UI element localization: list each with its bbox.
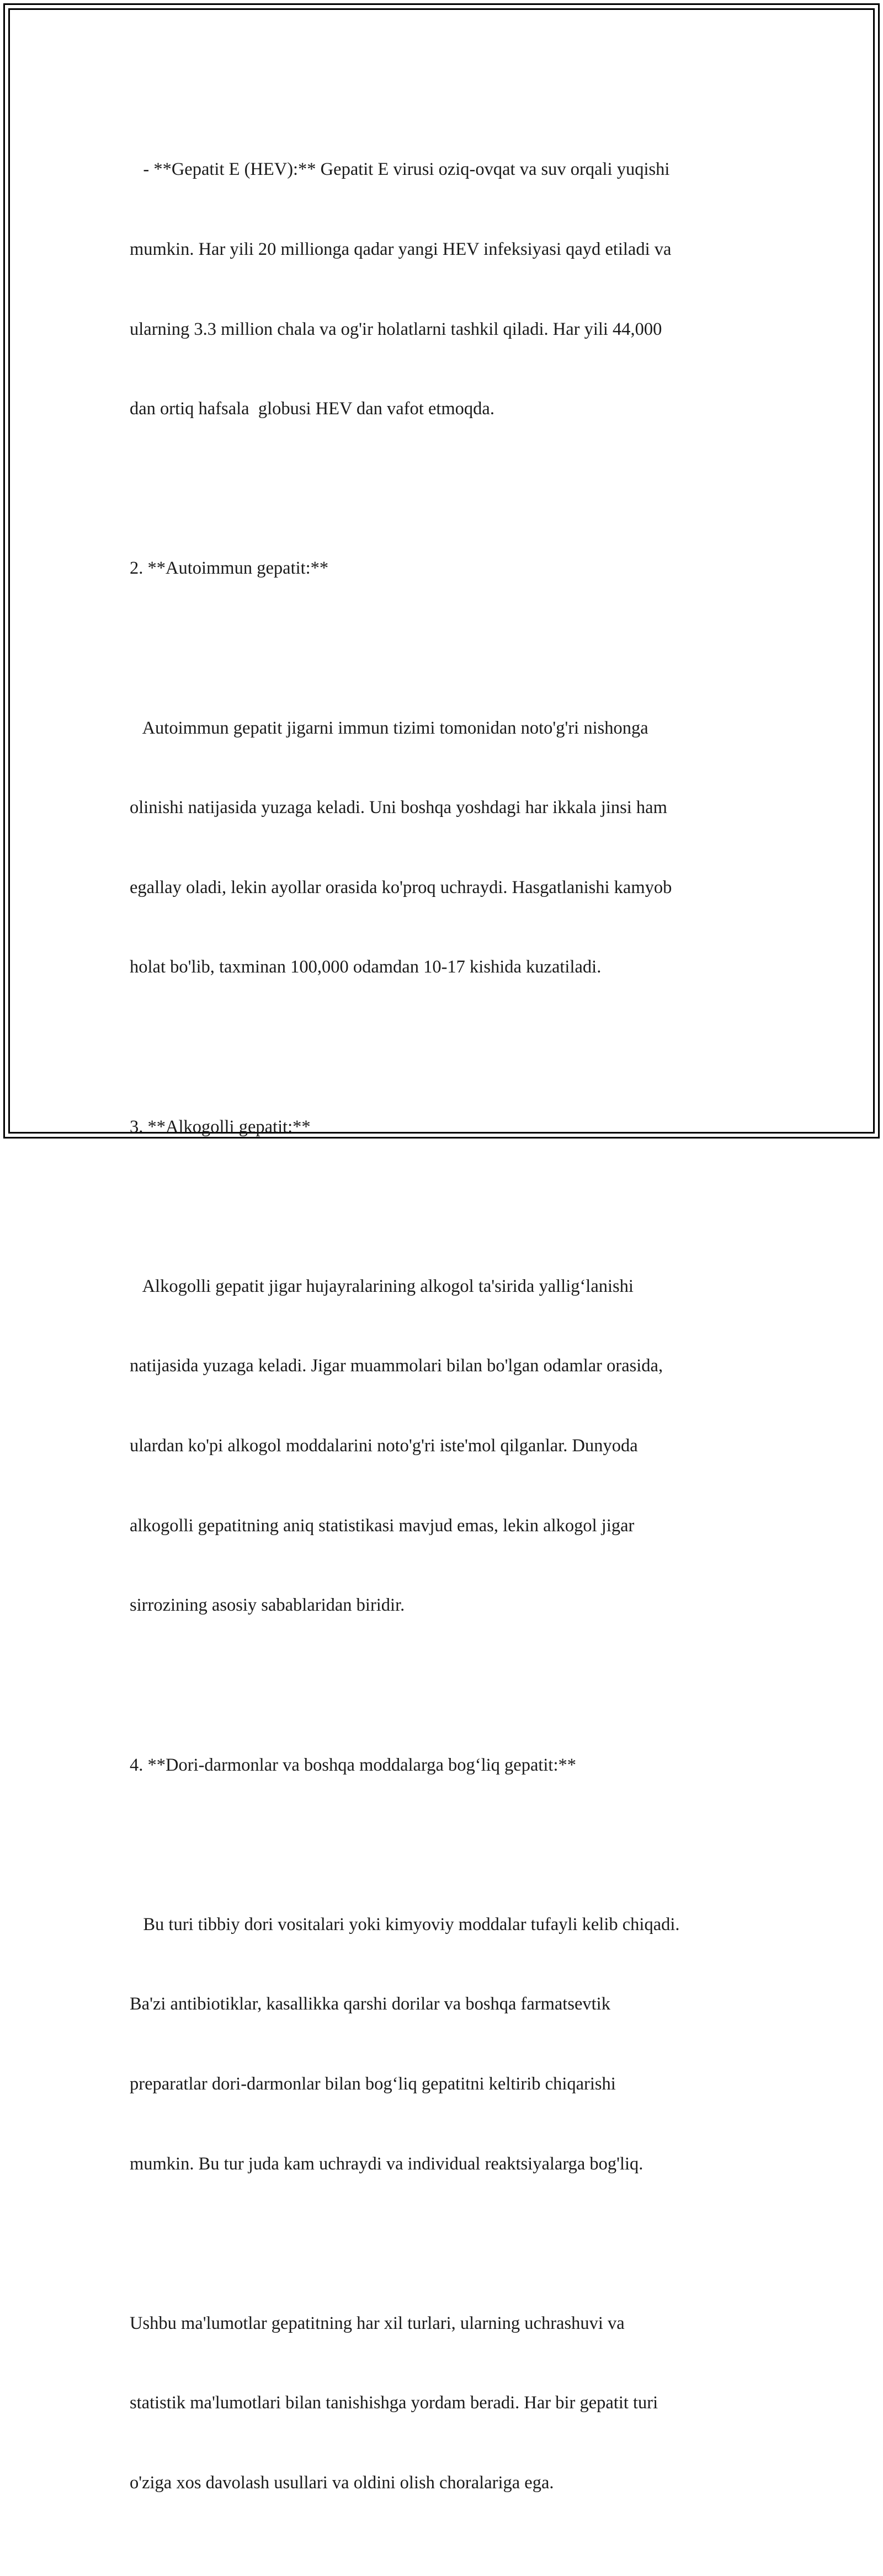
text-line: Autoimmun gepatit jigarni immun tizimi tomonidan noto'g'ri nishonga — [130, 718, 648, 738]
text-line: holat bo'lib, taxminan 100,000 odamdan 10-17 kishida kuzatiladi. — [130, 957, 602, 977]
text-line: statistik ma'lumotlari bilan tanishishga yordam beradi. Har bir gepatit turi — [130, 2393, 658, 2413]
heading-alcoholic-hepatitis — [130, 1060, 764, 1193]
text-line: mumkin. Bu tur juda kam uchraydi va individual reaktsiyalarga bog'liq. — [130, 2153, 643, 2174]
paragraph-drug-induced-hepatitis — [130, 1858, 764, 2230]
document-body — [130, 103, 764, 2576]
paragraph-autoimmune-hepatitis — [130, 661, 764, 1034]
text-line: Ushbu ma'lumotlar gepatitning har xil turlari, ularning uchrashuvi va — [130, 2313, 625, 2333]
text-line: 3. **Alkogolli gepatit:** — [130, 1116, 311, 1137]
paragraph-alcoholic-hepatitis — [130, 1220, 764, 1671]
text-line: preparatlar dori-darmonlar bilan bog‘liq gepatitni keltirib chiqarishi — [130, 2073, 616, 2094]
text-line: sirrozining asosiy sabablaridan biridir. — [130, 1595, 405, 1616]
text-line: - **Gepatit E (HEV):** Gepatit E virusi oziq-ovqat va suv orqali yuqishi — [130, 159, 670, 180]
paragraph-summary — [130, 2257, 764, 2549]
text-line: alkogolli gepatitning aniq statistikasi mavjud emas, lekin alkogol jigar — [130, 1515, 635, 1536]
paragraph-hepatitis-e — [130, 103, 764, 475]
text-line: 2. **Autoimmun gepatit:** — [130, 558, 329, 579]
text-line: ulardan ko'pi alkogol moddalarini noto'g'ri iste'mol qilganlar. Dunyoda — [130, 1436, 638, 1456]
text-line: dan ortiq hafsala globusi HEV dan vafot etmoqda. — [130, 399, 494, 419]
text-line: Alkogolli gepatit jigar hujayralarining alkogol ta'sirida yallig‘lanishi — [130, 1276, 634, 1296]
text-line: natijasida yuzaga keladi. Jigar muammolari bilan bo'lgan odamlar orasida, — [130, 1356, 663, 1376]
text-line: o'ziga xos davolash usullari va oldini olish choralariga ega. — [130, 2472, 554, 2493]
text-line: ularning 3.3 million chala va og'ir holatlarni tashkil qiladi. Har yili 44,000 — [130, 319, 662, 339]
heading-autoimmune-hepatitis — [130, 502, 764, 635]
heading-drug-induced-hepatitis — [130, 1698, 764, 1831]
text-line: Bu turi tibbiy dori vositalari yoki kimyoviy moddalar tufayli kelib chiqadi. — [130, 1914, 680, 1934]
text-line: egallay oladi, lekin ayollar orasida ko'proq uchraydi. Hasgatlanishi kamyob — [130, 877, 672, 897]
text-line: 4. **Dori-darmonlar va boshqa moddalarga bog‘liq gepatit:** — [130, 1755, 576, 1775]
text-line: mumkin. Har yili 20 millionga qadar yangi HEV infeksiyasi qayd etiladi va — [130, 239, 672, 260]
text-line: olinishi natijasida yuzaga keladi. Uni boshqa yoshdagi har ikkala jinsi ham — [130, 798, 667, 818]
text-line: Ba'zi antibiotiklar, kasallikka qarshi dorilar va boshqa farmatsevtik — [130, 1994, 610, 2014]
